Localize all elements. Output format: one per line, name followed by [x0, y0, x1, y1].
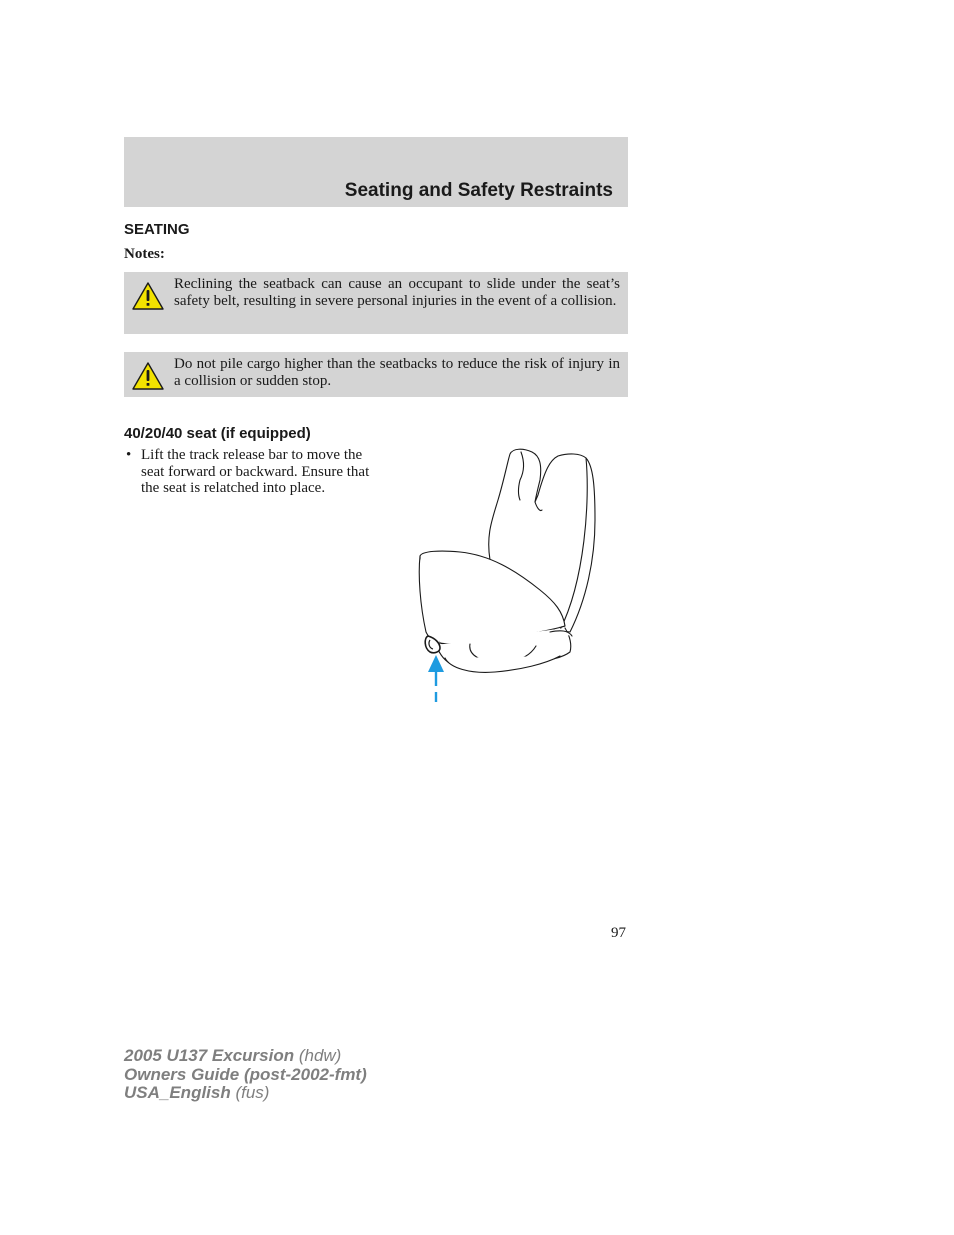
warning-triangle-icon — [132, 362, 164, 390]
document-footer — [124, 1047, 367, 1103]
warning-text: Do not pile cargo higher than the seatbacks to reduce the risk of injury in a collision or sudden stop. — [174, 356, 620, 389]
seat-track-release-illustration — [400, 440, 610, 710]
chapter-header-bar — [124, 137, 628, 207]
notes-label: Notes: — [124, 246, 165, 262]
warning-box — [124, 352, 628, 397]
page-number: 97 — [611, 925, 626, 941]
section-heading: SEATING — [124, 221, 190, 238]
list-item-text: Lift the track release bar to move the seat forward or backward. Ensure that the seat is relatched into place. — [141, 447, 370, 496]
footer-language: USA_English — [124, 1083, 231, 1102]
footer-line — [124, 1047, 367, 1066]
footer-line — [124, 1084, 367, 1103]
warning-box — [124, 272, 628, 334]
footer-language-code: (fus) — [230, 1083, 270, 1102]
footer-model-code: (hdw) — [294, 1046, 342, 1065]
bullet-icon: • — [126, 447, 132, 463]
arrow-head-icon — [428, 655, 444, 672]
warning-triangle-icon — [132, 282, 164, 310]
footer-model: 2005 U137 Excursion — [124, 1046, 295, 1065]
list-item — [124, 447, 374, 497]
warning-text: Reclining the seatback can cause an occupant to slide under the seat’s safety belt, resulting in severe personal injuries in the event of a collision. — [174, 276, 620, 309]
footer-line — [124, 1066, 367, 1085]
instruction-list — [124, 447, 374, 497]
subsection-heading: 40/20/40 seat (if equipped) — [124, 425, 311, 442]
footer-guide: Owners Guide (post-2002-fmt) — [124, 1064, 367, 1084]
chapter-title: Seating and Safety Restraints — [344, 180, 613, 201]
